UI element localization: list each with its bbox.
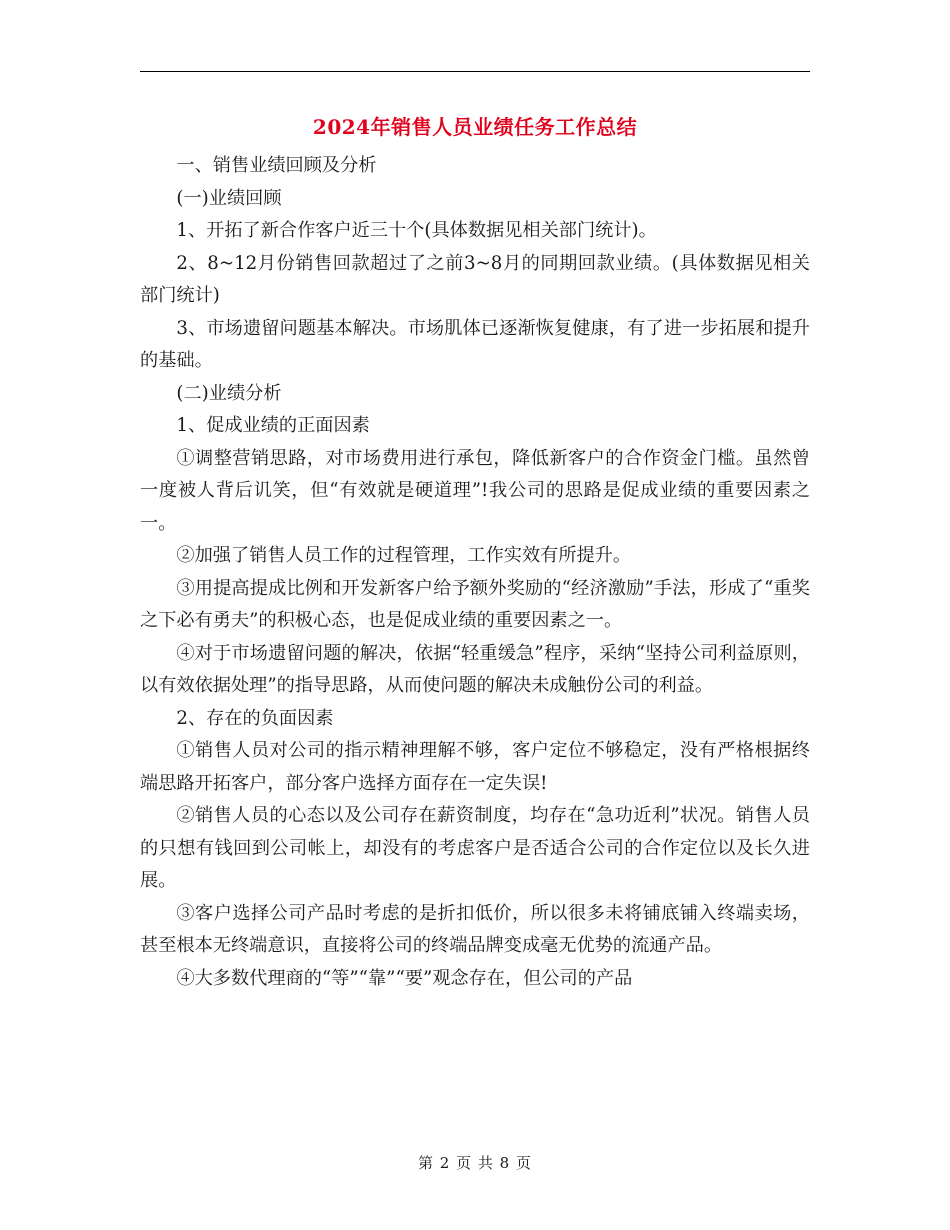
paragraph: ③客户选择公司产品时考虑的是折扣低价，所以很多未将铺底铺入终端卖场，甚至根本无终端意识，直接将公司的终端品牌变成毫无优势的流通产品。: [140, 902, 810, 956]
paragraph: ④大多数代理商的“等”“靠”“要”观念存在，但公司的产品: [176, 967, 633, 989]
section-heading: 一、销售业绩回顾及分析: [176, 155, 377, 176]
paragraph: ①销售人员对公司的指示精神理解不够，客户定位不够稳定，没有严格根据终端思路开拓客户，部分客户选择方面存在一定失误!: [140, 740, 810, 794]
paragraph: ②加强了销售人员工作的过程管理，工作实效有所提升。: [176, 545, 632, 566]
paragraph: 1、开拓了新合作客户近三十个(具体数据见相关部门统计)。: [176, 220, 657, 241]
paragraph: 2、8~12月份销售回款超过了之前3~8月的同期回款业绩。(具体数据见相关部门统计): [140, 252, 810, 306]
subsection-heading: (二)业绩分析: [176, 382, 282, 404]
paragraph: ③用提高提成比例和开发新客户给予额外奖励的“经济激励”手法，形成了“重奖之下必有勇夫”的积极心态，也是促成业绩的重要因素之一。: [140, 577, 810, 631]
subsection-heading: (一)业绩回顾: [176, 187, 282, 209]
paragraph: 2、存在的负面因素: [176, 707, 334, 729]
page-number: 第 2 页 共 8 页: [418, 1154, 532, 1172]
document-title: 2024年销售人员业绩任务工作总结: [312, 115, 638, 139]
header-rule: [140, 71, 810, 72]
document-body: [140, 150, 810, 995]
paragraph: ②销售人员的心态以及公司存在薪资制度，均存在“急功近利”状况。销售人员的只想有钱回到公司帐上，却没有的考虑客户是否适合公司的合作定位以及长久进展。: [140, 805, 810, 891]
paragraph: 3、市场遗留问题基本解决。市场肌体已逐渐恢复健康，有了进一步拓展和提升的基础。: [140, 317, 810, 371]
paragraph: 1、促成业绩的正面因素: [176, 415, 370, 436]
paragraph: ①调整营销思路，对市场费用进行承包，降低新客户的合作资金门槛。虽然曾一度被人背后讥笑，但“有效就是硬道理”!我公司的思路是促成业绩的重要因素之一。: [140, 447, 810, 534]
paragraph: ④对于市场遗留问题的解决，依据“轻重缓急”程序，采纳“坚持公司利益原则，以有效依据处理”的指导思路，从而使问题的解决未成触份公司的利益。: [140, 642, 810, 696]
